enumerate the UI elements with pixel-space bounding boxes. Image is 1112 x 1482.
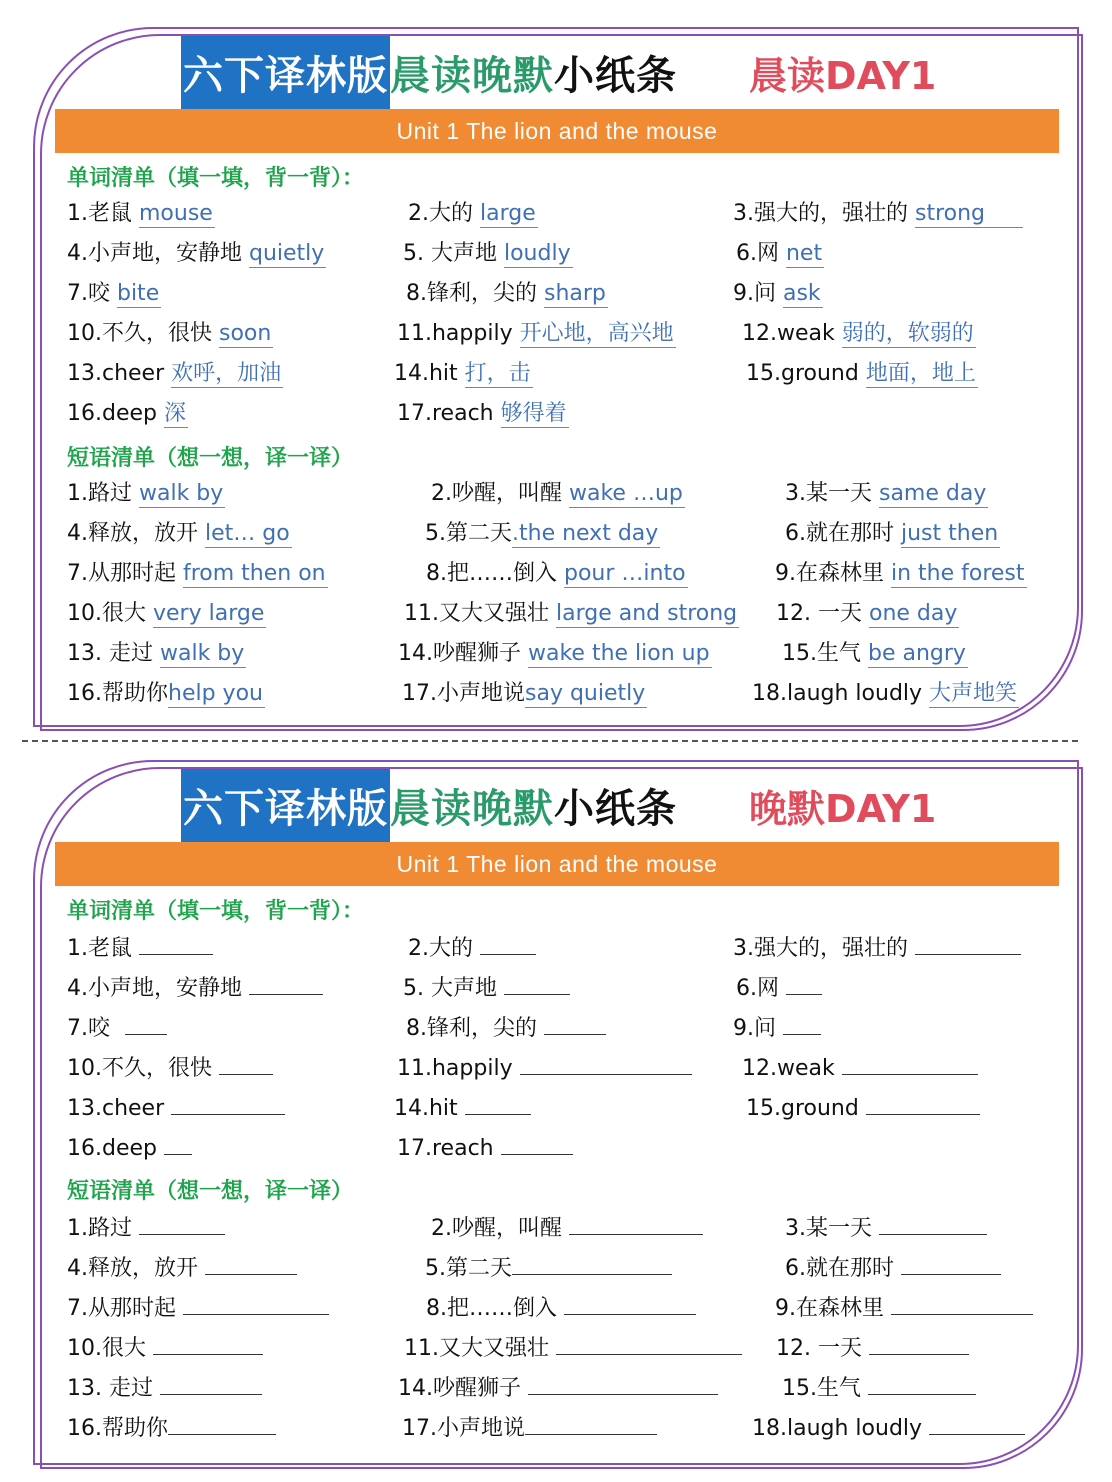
phrase-answer: pour …into <box>563 561 686 586</box>
word-answer: strong <box>915 201 1023 228</box>
cut-line <box>22 740 1078 742</box>
answer-blank[interactable] <box>569 1212 703 1235</box>
morning-card <box>33 27 1079 727</box>
title-black-part: 小纸条 <box>554 785 677 832</box>
word-item: 13.cheer 欢呼，加油 <box>67 361 282 386</box>
answer-blank[interactable] <box>929 1412 1025 1435</box>
answer-blank[interactable] <box>528 1372 718 1395</box>
answer-blank[interactable] <box>171 1092 285 1115</box>
phrase-item: 2.吵醒，叫醒 <box>431 1212 703 1242</box>
word-answer: quietly <box>248 241 325 266</box>
title-blue-part: 六下译林版 <box>181 768 390 842</box>
phrase-item: 9.在森林里 <box>775 1292 1033 1322</box>
phrase-item: 3.某一天 same day <box>785 481 987 506</box>
word-item: 6.网 net <box>736 241 823 266</box>
word-item: 16.deep <box>67 1132 192 1162</box>
phrase-item: 14.吵醒狮子 wake the lion up <box>398 641 710 666</box>
phrase-item: 5.第二天.the next day <box>425 521 659 546</box>
phrase-answer: walk by <box>138 481 224 506</box>
word-answer: 地面，地上 <box>865 361 976 386</box>
word-item: 15.ground 地面，地上 <box>746 361 976 386</box>
answer-blank[interactable] <box>512 1252 672 1275</box>
answer-blank[interactable] <box>168 1412 276 1435</box>
title-row <box>35 768 1077 842</box>
answer-blank[interactable] <box>205 1252 297 1275</box>
phrase-item: 16.帮助你help you <box>67 681 263 706</box>
answer-blank[interactable] <box>183 1292 329 1315</box>
phrase-item: 18.laugh loudly 大声地笑 <box>752 681 1018 706</box>
answer-blank[interactable] <box>786 972 822 995</box>
phrases-section-label: 短语清单（想一想，译一译） <box>67 1179 354 1204</box>
answer-blank[interactable] <box>544 1012 606 1035</box>
word-item: 4.小声地，安静地 <box>67 972 323 1002</box>
answer-blank[interactable] <box>504 972 570 995</box>
answer-blank[interactable] <box>866 1092 980 1115</box>
word-item: 14.hit 打，击 <box>394 361 531 386</box>
answer-blank[interactable] <box>783 1012 821 1035</box>
answer-blank[interactable] <box>139 1212 225 1235</box>
word-item: 17.reach 够得着 <box>397 401 567 426</box>
word-item: 11.happily <box>397 1052 692 1082</box>
title-green-part: 晨读晚默 <box>390 785 554 832</box>
day-label: 晨读DAY1 <box>749 53 937 98</box>
phrase-item: 11.又大又强壮 <box>404 1332 742 1362</box>
word-item: 9.问 <box>733 1012 821 1042</box>
word-answer: large <box>479 201 536 226</box>
answer-blank[interactable] <box>219 1052 273 1075</box>
phrase-answer: wake the lion up <box>527 641 710 666</box>
phrase-item: 1.路过 walk by <box>67 481 224 506</box>
answer-blank[interactable] <box>153 1332 263 1355</box>
word-item: 3.强大的，强壮的 <box>733 932 1021 962</box>
phrase-item: 3.某一天 <box>785 1212 987 1242</box>
phrase-answer: wake …up <box>568 481 683 506</box>
phrase-item: 12. 一天 one day <box>776 601 958 626</box>
word-answer: 打，击 <box>464 361 531 386</box>
word-item: 8.锋利，尖的 <box>406 1012 606 1042</box>
word-item: 2.大的 large <box>408 201 536 226</box>
answer-blank[interactable] <box>879 1212 987 1235</box>
phrase-item: 10.很大 very large <box>67 601 265 626</box>
word-answer: net <box>785 241 823 266</box>
answer-blank[interactable] <box>520 1052 692 1075</box>
word-item: 17.reach <box>397 1132 573 1162</box>
phrase-answer: say quietly <box>525 681 646 706</box>
answer-blank[interactable] <box>869 1332 969 1355</box>
answer-blank[interactable] <box>480 932 536 955</box>
day-label: 晚默DAY1 <box>749 786 937 831</box>
answer-blank[interactable] <box>249 972 323 995</box>
answer-blank[interactable] <box>164 1132 192 1155</box>
title-black-part: 小纸条 <box>554 52 677 99</box>
answer-blank[interactable] <box>556 1332 742 1355</box>
phrase-item: 9.在森林里 in the forest <box>775 561 1025 586</box>
answer-blank[interactable] <box>891 1292 1033 1315</box>
unit-banner: Unit 1 The lion and the mouse <box>55 842 1059 886</box>
word-item: 4.小声地，安静地 quietly <box>67 241 325 266</box>
phrase-item: 13. 走过 walk by <box>67 641 245 666</box>
phrase-item: 7.从那时起 from then on <box>67 561 326 586</box>
phrases-section-label: 短语清单（想一想，译一译） <box>67 446 354 471</box>
word-item: 1.老鼠 mouse <box>67 201 213 226</box>
phrase-item: 11.又大又强壮 large and strong <box>404 601 738 626</box>
word-answer: sharp <box>543 281 606 306</box>
phrase-item: 15.生气 be angry <box>782 641 966 666</box>
word-answer: ask <box>782 281 821 306</box>
answer-blank[interactable] <box>915 932 1021 955</box>
word-answer: mouse <box>138 201 213 226</box>
phrase-item: 7.从那时起 <box>67 1292 329 1322</box>
phrase-answer: help you <box>168 681 263 706</box>
phrase-item: 2.吵醒，叫醒 wake …up <box>431 481 683 506</box>
phrase-answer: just then <box>900 521 999 546</box>
phrase-item: 4.释放，放开 <box>67 1252 297 1282</box>
word-item: 13.cheer <box>67 1092 285 1122</box>
phrase-answer: large and strong <box>555 601 738 626</box>
evening-card <box>33 760 1079 1465</box>
phrase-item: 10.很大 <box>67 1332 263 1362</box>
answer-blank[interactable] <box>465 1092 531 1115</box>
phrase-item: 5.第二天 <box>425 1252 672 1282</box>
phrase-answer: walk by <box>159 641 245 666</box>
answer-blank[interactable] <box>564 1292 696 1315</box>
phrase-item: 1.路过 <box>67 1212 225 1242</box>
answer-blank[interactable] <box>125 1012 167 1035</box>
phrase-item: 8.把……倒入 <box>426 1292 696 1322</box>
phrase-item: 6.就在那时 <box>785 1252 1001 1282</box>
word-item: 12.weak 弱的，软弱的 <box>742 321 974 346</box>
word-item: 14.hit <box>394 1092 531 1122</box>
answer-blank[interactable] <box>525 1412 657 1435</box>
word-item: 5. 大声地 <box>403 972 570 1002</box>
word-item: 10.不久，很快 <box>67 1052 273 1082</box>
phrase-answer: .the next day <box>512 521 659 546</box>
word-item: 1.老鼠 <box>67 932 213 962</box>
word-answer: 深 <box>163 401 186 426</box>
phrase-answer: in the forest <box>890 561 1025 586</box>
word-item: 9.问 ask <box>733 281 821 306</box>
phrase-item: 6.就在那时 just then <box>785 521 999 546</box>
word-item: 6.网 <box>736 972 822 1002</box>
word-item: 12.weak <box>742 1052 978 1082</box>
word-item: 2.大的 <box>408 932 536 962</box>
word-answer: soon <box>218 321 272 346</box>
word-answer: 够得着 <box>500 401 567 426</box>
page-title <box>181 768 677 842</box>
title-row <box>35 35 1077 109</box>
words-section-label: 单词清单（填一填，背一背）： <box>67 899 365 924</box>
word-item: 3.强大的，强壮的 strong <box>733 199 1023 229</box>
answer-blank[interactable] <box>868 1372 976 1395</box>
title-green-part: 晨读晚默 <box>390 52 554 99</box>
phrase-item: 14.吵醒狮子 <box>398 1372 718 1402</box>
phrase-answer: let… go <box>204 521 290 546</box>
word-item: 15.ground <box>746 1092 980 1122</box>
page-title <box>181 35 677 109</box>
word-answer: 弱的，软弱的 <box>841 321 974 346</box>
phrase-item: 17.小声地说say quietly <box>402 681 646 706</box>
phrase-answer: 大声地笑 <box>929 681 1018 706</box>
phrase-answer: from then on <box>182 561 326 586</box>
word-item: 11.happily 开心地，高兴地 <box>397 321 674 346</box>
answer-blank[interactable] <box>842 1052 978 1075</box>
words-section-label: 单词清单（填一填，背一背）： <box>67 166 365 191</box>
title-blue-part: 六下译林版 <box>181 35 390 109</box>
unit-banner: Unit 1 The lion and the mouse <box>55 109 1059 153</box>
word-item: 5. 大声地 loudly <box>403 241 571 266</box>
answer-blank[interactable] <box>501 1132 573 1155</box>
phrase-item: 8.把……倒入 pour …into <box>426 561 686 586</box>
phrase-item: 4.释放，放开 let… go <box>67 521 290 546</box>
phrase-item: 15.生气 <box>782 1372 976 1402</box>
word-item: 10.不久，很快 soon <box>67 321 272 346</box>
word-item: 8.锋利，尖的 sharp <box>406 281 606 306</box>
word-answer: bite <box>116 281 160 306</box>
phrase-answer: very large <box>152 601 265 626</box>
word-item: 7.咬 bite <box>67 281 160 306</box>
phrase-answer: one day <box>868 601 958 626</box>
answer-blank[interactable] <box>901 1252 1001 1275</box>
word-item: 7.咬 <box>67 1012 167 1042</box>
answer-blank[interactable] <box>160 1372 262 1395</box>
phrase-item: 17.小声地说 <box>402 1412 657 1442</box>
answer-blank[interactable] <box>139 932 213 955</box>
word-answer: 开心地，高兴地 <box>519 321 674 346</box>
phrase-answer: be angry <box>867 641 966 666</box>
phrase-item: 16.帮助你 <box>67 1412 276 1442</box>
word-item: 16.deep 深 <box>67 401 186 426</box>
word-answer: 欢呼，加油 <box>171 361 282 386</box>
phrase-item: 12. 一天 <box>776 1332 969 1362</box>
phrase-item: 13. 走过 <box>67 1372 262 1402</box>
word-answer: loudly <box>503 241 571 266</box>
phrase-answer: same day <box>878 481 987 506</box>
phrase-item: 18.laugh loudly <box>752 1412 1025 1442</box>
